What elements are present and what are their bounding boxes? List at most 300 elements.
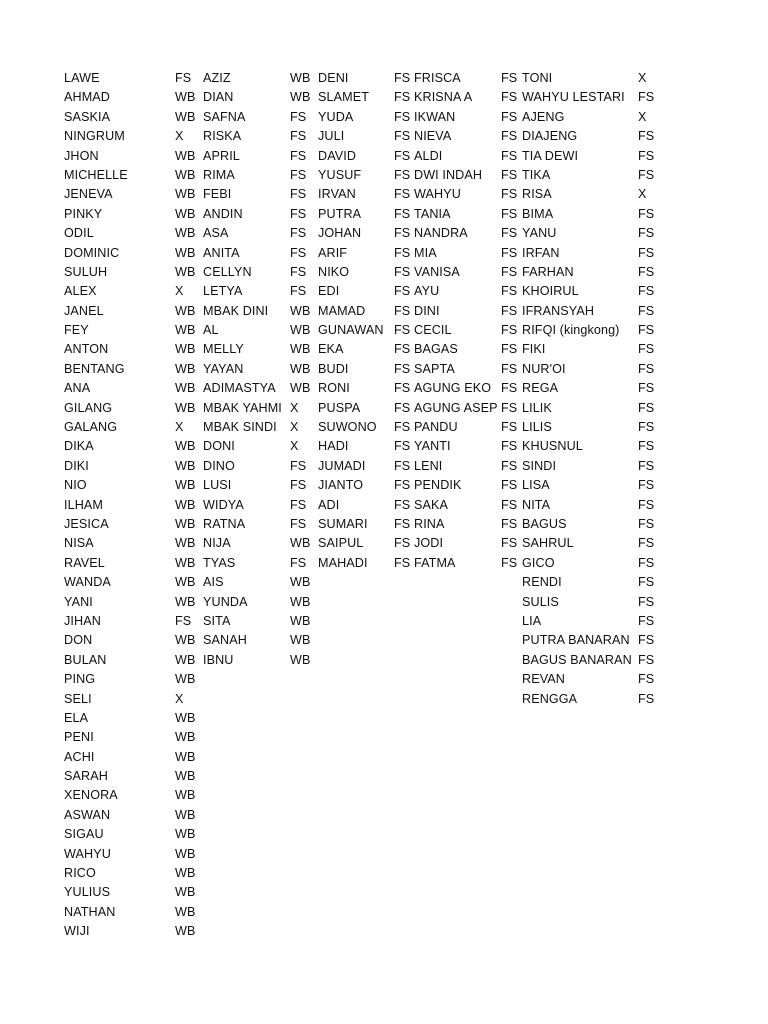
code-cell: WB: [290, 90, 311, 105]
code-cell: FS: [394, 129, 411, 144]
name-cell: RENDI: [522, 575, 562, 590]
name-cell: BAGUS BANARAN: [522, 652, 632, 667]
code-cell: WB: [175, 90, 196, 105]
name-cell: RINA: [414, 516, 445, 531]
name-cell: JENEVA: [64, 187, 113, 202]
code-cell: WB: [175, 555, 196, 570]
name-cell: FARHAN: [522, 264, 574, 279]
group1-name-column: [64, 69, 128, 942]
code-cell: FS: [394, 342, 411, 357]
code-cell: FS: [638, 284, 655, 299]
code-cell: WB: [175, 807, 196, 822]
name-cell: PENI: [64, 730, 94, 745]
code-cell: WB: [175, 264, 196, 279]
code-cell: FS: [290, 109, 307, 124]
code-cell: WB: [175, 846, 196, 861]
code-cell: FS: [638, 633, 655, 648]
name-cell: WIJI: [64, 924, 90, 939]
code-cell: FS: [501, 381, 518, 396]
name-cell: BIMA: [522, 206, 554, 221]
name-cell: NANDRA: [414, 226, 468, 241]
name-cell: ANA: [64, 381, 91, 396]
code-cell: WB: [290, 575, 311, 590]
name-cell: DIAN: [203, 90, 234, 105]
code-cell: WB: [290, 323, 311, 338]
code-cell: FS: [394, 264, 411, 279]
code-cell: WB: [290, 536, 311, 551]
code-cell: FS: [290, 284, 307, 299]
code-cell: FS: [394, 458, 411, 473]
name-cell: SAKA: [414, 497, 448, 512]
code-cell: FS: [638, 264, 655, 279]
name-cell: ANTON: [64, 342, 109, 357]
group4-name-column: [414, 69, 498, 573]
name-cell: MAMAD: [318, 303, 366, 318]
name-cell: LILIK: [522, 400, 552, 415]
code-cell: FS: [175, 71, 192, 85]
name-cell: MELLY: [203, 342, 244, 357]
code-cell: WB: [175, 672, 196, 687]
name-cell: TONI: [522, 71, 553, 85]
code-cell: WB: [175, 303, 196, 318]
name-cell: WIDYA: [203, 497, 244, 512]
name-cell: SULIS: [522, 594, 559, 609]
name-cell: SASKIA: [64, 109, 111, 124]
name-cell: SANAH: [203, 633, 247, 648]
name-cell: GUNAWAN: [318, 323, 384, 338]
name-cell: IRFAN: [522, 245, 560, 260]
code-cell: FS: [290, 167, 307, 182]
name-cell: NIJA: [203, 536, 231, 551]
name-cell: NIO: [64, 478, 87, 493]
code-cell: X: [638, 71, 647, 85]
code-cell: FS: [501, 284, 518, 299]
code-cell: WB: [175, 769, 196, 784]
name-cell: YUDA: [318, 109, 354, 124]
name-cell: NITA: [522, 497, 551, 512]
code-cell: FS: [638, 245, 655, 260]
code-cell: WB: [175, 245, 196, 260]
code-cell: FS: [394, 187, 411, 202]
code-cell: FS: [638, 381, 655, 396]
code-cell: X: [290, 400, 299, 415]
code-cell: FS: [501, 458, 518, 473]
name-cell: JESICA: [64, 516, 109, 531]
name-cell: TIKA: [522, 167, 551, 182]
code-cell: WB: [175, 478, 196, 493]
code-cell: FS: [290, 148, 307, 163]
code-cell: FS: [290, 555, 307, 570]
code-cell: FS: [638, 516, 655, 531]
name-cell: CELLYN: [203, 264, 252, 279]
name-cell: TANIA: [414, 206, 451, 221]
code-cell: WB: [175, 381, 196, 396]
code-cell: FS: [394, 323, 411, 338]
group5-name-column: [522, 69, 632, 709]
name-cell: LUSI: [203, 478, 232, 493]
code-cell: FS: [501, 71, 518, 85]
name-cell: DOMINIC: [64, 245, 120, 260]
name-cell: YANTI: [414, 439, 451, 454]
code-cell: WB: [175, 439, 196, 454]
code-cell: FS: [394, 226, 411, 241]
code-cell: FS: [394, 245, 411, 260]
code-cell: WB: [175, 458, 196, 473]
code-cell: FS: [394, 420, 411, 435]
name-cell: DINO: [203, 458, 235, 473]
code-cell: FS: [638, 361, 655, 376]
code-cell: WB: [290, 361, 311, 376]
name-cell: EDI: [318, 284, 340, 299]
name-cell: ADIMASTYA: [203, 381, 276, 396]
code-cell: FS: [638, 148, 655, 163]
name-cell: EKA: [318, 342, 344, 357]
code-cell: FS: [394, 284, 411, 299]
name-cell: AIS: [203, 575, 224, 590]
code-cell: FS: [394, 516, 411, 531]
name-cell: DENI: [318, 71, 349, 85]
group4-code-column: [501, 69, 517, 573]
code-cell: FS: [638, 400, 655, 415]
code-cell: FS: [638, 575, 655, 590]
name-cell: MICHELLE: [64, 167, 128, 182]
code-cell: FS: [638, 652, 655, 667]
name-cell: MAHADI: [318, 555, 368, 570]
name-cell: RONI: [318, 381, 350, 396]
name-cell: SIGAU: [64, 827, 104, 842]
code-cell: FS: [501, 361, 518, 376]
code-cell: FS: [501, 90, 518, 105]
code-cell: WB: [175, 323, 196, 338]
code-cell: WB: [175, 187, 196, 202]
name-cell: XENORA: [64, 788, 118, 803]
code-cell: FS: [638, 226, 655, 241]
code-cell: WB: [175, 226, 196, 241]
code-cell: FS: [290, 497, 307, 512]
code-cell: FS: [638, 594, 655, 609]
code-cell: FS: [638, 613, 655, 628]
name-cell: VANISA: [414, 264, 460, 279]
code-cell: FS: [501, 129, 518, 144]
name-cell: YANI: [64, 594, 93, 609]
code-cell: FS: [501, 400, 518, 415]
code-cell: WB: [175, 633, 196, 648]
code-cell: FS: [394, 167, 411, 182]
name-cell: DON: [64, 633, 93, 648]
code-cell: FS: [501, 167, 518, 182]
code-cell: FS: [290, 206, 307, 221]
code-cell: FS: [501, 497, 518, 512]
code-cell: FS: [394, 71, 411, 85]
code-cell: FS: [394, 478, 411, 493]
name-cell: NISA: [64, 536, 94, 551]
name-cell: ANDIN: [203, 206, 243, 221]
name-cell: AL: [203, 323, 219, 338]
code-cell: FS: [394, 555, 411, 570]
name-cell: WAHYU LESTARI: [522, 90, 625, 105]
name-cell: FIKI: [522, 342, 546, 357]
name-cell: GICO: [522, 555, 555, 570]
code-cell: FS: [638, 167, 655, 182]
name-cell: RENGGA: [522, 691, 578, 706]
name-cell: RIMA: [203, 167, 235, 182]
code-cell: WB: [290, 71, 311, 85]
name-cell: BAGAS: [414, 342, 458, 357]
name-cell: PUTRA BANARAN: [522, 633, 630, 648]
name-cell: CECIL: [414, 323, 452, 338]
name-cell: KHUSNUL: [522, 439, 583, 454]
name-cell: DIAJENG: [522, 129, 578, 144]
group3-code-column: [394, 69, 410, 573]
name-cell: NIKO: [318, 264, 350, 279]
name-cell: NUR'OI: [522, 361, 566, 376]
code-cell: WB: [175, 109, 196, 124]
code-cell: FS: [394, 206, 411, 221]
code-cell: FS: [394, 536, 411, 551]
code-cell: FS: [175, 613, 192, 628]
code-cell: X: [175, 129, 184, 144]
name-cell: FATMA: [414, 555, 456, 570]
code-cell: WB: [175, 575, 196, 590]
name-cell: FEY: [64, 323, 89, 338]
code-cell: WB: [175, 497, 196, 512]
code-cell: WB: [175, 400, 196, 415]
code-cell: FS: [501, 264, 518, 279]
code-cell: X: [290, 420, 299, 435]
name-cell: SITA: [203, 613, 231, 628]
name-cell: RICO: [64, 866, 96, 881]
code-cell: WB: [290, 594, 311, 609]
name-cell: RIFQI (kingkong): [522, 323, 620, 338]
code-cell: FS: [501, 303, 518, 318]
code-cell: WB: [175, 924, 196, 939]
name-cell: APRIL: [203, 148, 240, 163]
code-cell: FS: [501, 109, 518, 124]
name-cell: GALANG: [64, 420, 118, 435]
code-cell: FS: [290, 516, 307, 531]
name-cell: REVAN: [522, 672, 565, 687]
name-cell: FRISCA: [414, 71, 461, 85]
name-cell: ASA: [203, 226, 229, 241]
name-cell: JIANTO: [318, 478, 364, 493]
code-cell: FS: [501, 226, 518, 241]
code-cell: X: [290, 439, 299, 454]
code-cell: FS: [394, 439, 411, 454]
code-cell: FS: [638, 691, 655, 706]
name-cell: BAGUS: [522, 516, 567, 531]
group2-name-column: [203, 69, 282, 670]
code-cell: FS: [394, 109, 411, 124]
name-cell: JULI: [318, 129, 345, 144]
code-cell: FS: [501, 536, 518, 551]
name-cell: SULUH: [64, 264, 108, 279]
code-cell: FS: [394, 381, 411, 396]
code-cell: X: [175, 691, 184, 706]
code-cell: FS: [638, 90, 655, 105]
name-cell: ODIL: [64, 226, 94, 241]
code-cell: X: [175, 420, 184, 435]
name-cell: WANDA: [64, 575, 111, 590]
name-cell: LETYA: [203, 284, 243, 299]
code-cell: WB: [175, 148, 196, 163]
code-cell: WB: [175, 536, 196, 551]
code-cell: WB: [175, 206, 196, 221]
name-cell: KHOIRUL: [522, 284, 579, 299]
name-cell: BENTANG: [64, 361, 125, 376]
code-cell: WB: [175, 516, 196, 531]
name-cell: RISKA: [203, 129, 242, 144]
name-cell: BULAN: [64, 652, 107, 667]
code-cell: FS: [638, 497, 655, 512]
code-cell: WB: [175, 594, 196, 609]
code-cell: WB: [175, 342, 196, 357]
name-cell: LAWE: [64, 71, 100, 85]
name-cell: RAVEL: [64, 555, 105, 570]
name-cell: DAVID: [318, 148, 357, 163]
name-cell: DINI: [414, 303, 440, 318]
code-cell: FS: [290, 187, 307, 202]
code-cell: WB: [290, 303, 311, 318]
code-cell: WB: [175, 167, 196, 182]
code-cell: FS: [501, 420, 518, 435]
name-cell: ANITA: [203, 245, 240, 260]
code-cell: WB: [175, 361, 196, 376]
name-cell: YUNDA: [203, 594, 248, 609]
code-cell: WB: [175, 866, 196, 881]
code-cell: FS: [394, 90, 411, 105]
name-cell: MBAK SINDI: [203, 420, 277, 435]
name-cell: IBNU: [203, 652, 234, 667]
code-cell: FS: [501, 439, 518, 454]
name-cell: SUWONO: [318, 420, 377, 435]
name-cell: SARAH: [64, 769, 108, 784]
name-cell: RATNA: [203, 516, 246, 531]
code-cell: FS: [638, 323, 655, 338]
name-cell: LENI: [414, 458, 443, 473]
code-cell: FS: [290, 458, 307, 473]
name-cell: YUSUF: [318, 167, 362, 182]
name-cell: MBAK YAHMI: [203, 400, 282, 415]
name-cell: MIA: [414, 245, 437, 260]
name-cell: DIKI: [64, 458, 89, 473]
code-cell: FS: [394, 303, 411, 318]
code-cell: WB: [175, 652, 196, 667]
code-cell: X: [638, 109, 647, 124]
code-cell: WB: [290, 652, 311, 667]
group3-name-column: [318, 69, 384, 573]
name-cell: DONI: [203, 439, 235, 454]
name-cell: REGA: [522, 381, 559, 396]
code-cell: FS: [290, 478, 307, 493]
code-cell: FS: [501, 555, 518, 570]
name-cell: JUMADI: [318, 458, 366, 473]
code-cell: FS: [638, 129, 655, 144]
name-cell: ILHAM: [64, 497, 103, 512]
code-cell: FS: [501, 187, 518, 202]
name-cell: SUMARI: [318, 516, 368, 531]
code-cell: WB: [175, 730, 196, 745]
name-cell: DIKA: [64, 439, 94, 454]
name-cell: GILANG: [64, 400, 113, 415]
code-cell: FS: [638, 672, 655, 687]
code-cell: WB: [175, 885, 196, 900]
name-cell: IRVAN: [318, 187, 356, 202]
code-cell: WB: [290, 633, 311, 648]
name-cell: TYAS: [203, 555, 236, 570]
name-cell: HADI: [318, 439, 349, 454]
code-cell: WB: [175, 904, 196, 919]
name-cell: NATHAN: [64, 904, 116, 919]
name-cell: NIEVA: [414, 129, 452, 144]
name-cell: PUTRA: [318, 206, 362, 221]
name-cell: SAFNA: [203, 109, 246, 124]
name-cell: YULIUS: [64, 885, 111, 900]
code-cell: FS: [394, 361, 411, 376]
code-cell: FS: [290, 245, 307, 260]
name-cell: YANU: [522, 226, 557, 241]
name-cell: LILIS: [522, 420, 552, 435]
name-cell: KRISNA A: [414, 90, 473, 105]
group5-code-column: [638, 69, 654, 709]
name-cell: SAIPUL: [318, 536, 364, 551]
name-cell: AGUNG ASEP: [414, 400, 498, 415]
code-cell: WB: [175, 827, 196, 842]
name-cell: PING: [64, 672, 96, 687]
code-cell: FS: [394, 400, 411, 415]
code-cell: FS: [638, 478, 655, 493]
name-cell: JHON: [64, 148, 99, 163]
code-cell: FS: [501, 478, 518, 493]
name-cell: PINKY: [64, 206, 103, 221]
name-cell: ADI: [318, 497, 340, 512]
code-cell: FS: [638, 303, 655, 318]
code-cell: FS: [394, 497, 411, 512]
code-cell: FS: [501, 245, 518, 260]
code-cell: FS: [638, 342, 655, 357]
code-cell: FS: [501, 148, 518, 163]
name-cell: JOHAN: [318, 226, 362, 241]
name-cell: AHMAD: [64, 90, 110, 105]
code-cell: FS: [638, 458, 655, 473]
name-cell: TIA DEWI: [522, 148, 579, 163]
name-cell: WAHYU: [64, 846, 111, 861]
code-cell: FS: [290, 264, 307, 279]
name-cell: AGUNG EKO: [414, 381, 492, 396]
code-cell: WB: [175, 749, 196, 764]
name-cell: ALEX: [64, 284, 97, 299]
name-cell: SINDI: [522, 458, 557, 473]
name-cell: LISA: [522, 478, 550, 493]
name-cell: SAHRUL: [522, 536, 574, 551]
code-cell: FS: [638, 206, 655, 221]
name-cell: AZIZ: [203, 71, 231, 85]
name-cell: PANDU: [414, 420, 458, 435]
code-cell: WB: [290, 381, 311, 396]
name-cell: ELA: [64, 710, 89, 725]
name-cell: FEBI: [203, 187, 232, 202]
code-cell: FS: [290, 226, 307, 241]
code-cell: WB: [175, 710, 196, 725]
name-cell: JODI: [414, 536, 444, 551]
code-cell: WB: [175, 788, 196, 803]
group2-code-column: [290, 69, 311, 670]
name-cell: ACHI: [64, 749, 95, 764]
name-cell: MBAK DINI: [203, 303, 269, 318]
code-cell: FS: [638, 439, 655, 454]
name-cell: RISA: [522, 187, 552, 202]
name-cell: AJENG: [522, 109, 565, 124]
code-cell: FS: [638, 420, 655, 435]
